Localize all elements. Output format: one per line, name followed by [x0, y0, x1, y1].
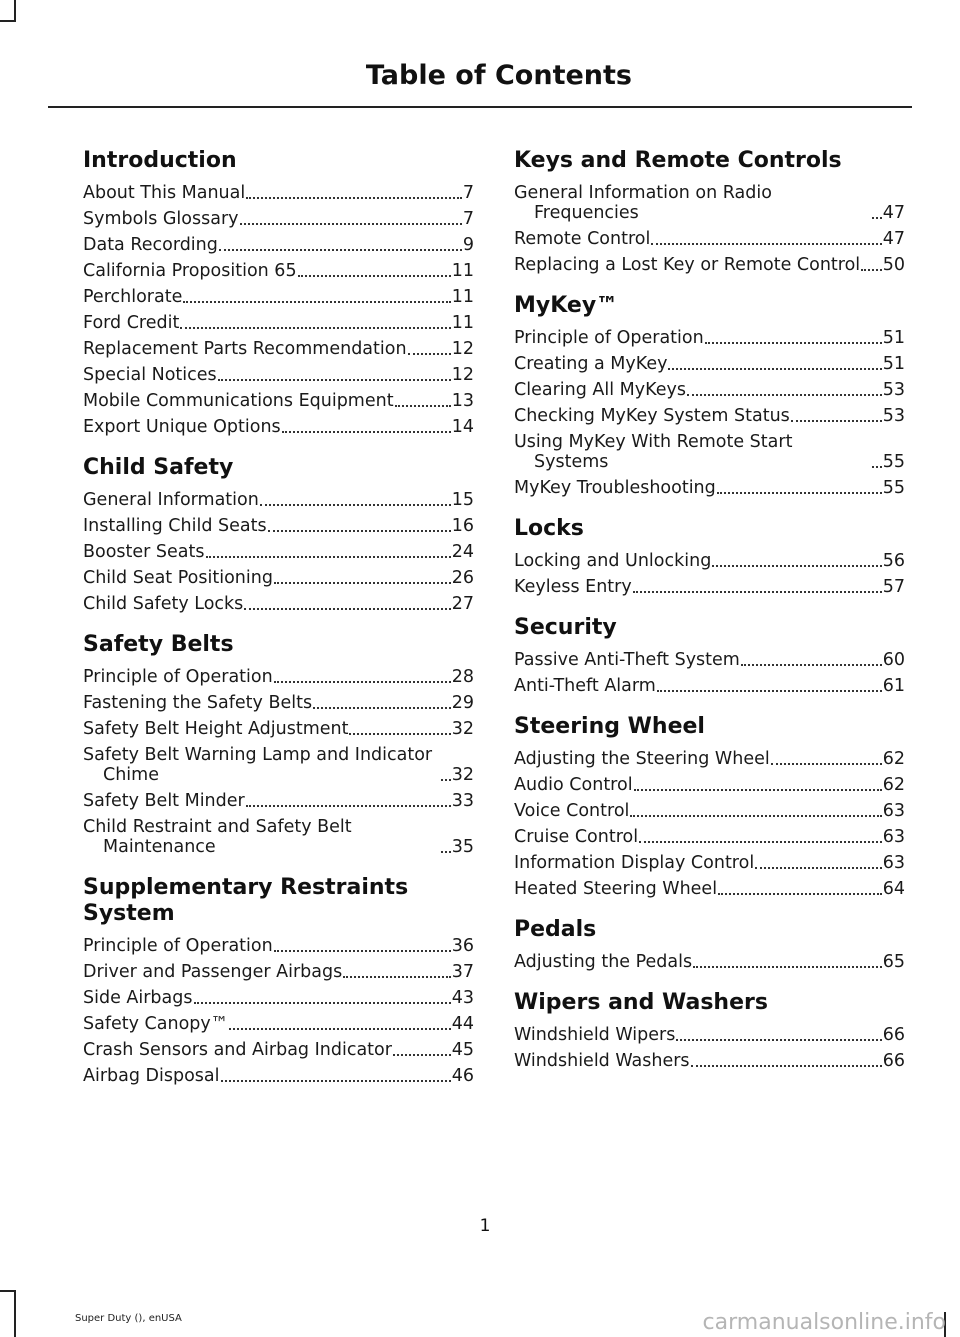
toc-entry-page: 32 [451, 719, 474, 739]
toc-entry[interactable] [83, 791, 474, 811]
dot-leader [274, 680, 451, 683]
toc-entry-label: Booster Seats [83, 542, 205, 562]
toc-entry[interactable] [514, 478, 905, 498]
toc-section [514, 714, 905, 899]
dot-leader [633, 590, 882, 593]
toc-entry[interactable] [514, 749, 905, 769]
toc-entry-label: Safety Belt Warning Lamp and Indicator Chime [83, 745, 433, 785]
toc-entry-label: Data Recording [83, 235, 218, 255]
dot-leader [343, 975, 451, 978]
dot-leader [630, 814, 881, 817]
toc-entry-label: Safety Canopy™ [83, 1014, 229, 1034]
toc-entry-page: 33 [451, 791, 474, 811]
toc-entry-page: 62 [882, 775, 905, 795]
toc-entry[interactable] [514, 827, 905, 847]
toc-entry[interactable] [83, 287, 474, 307]
toc-entry-label: Creating a MyKey [514, 354, 668, 374]
toc-entry-page: 35 [451, 837, 474, 857]
toc-entry-page: 61 [882, 676, 905, 696]
toc-entry-page: 65 [882, 952, 905, 972]
toc-entry-label: Ford Credit [83, 313, 180, 333]
toc-entry-label: Crash Sensors and Airbag Indicator [83, 1040, 392, 1060]
toc-entry-page: 63 [882, 853, 905, 873]
dot-leader [639, 840, 882, 843]
toc-entry[interactable] [83, 1040, 474, 1060]
dot-leader [755, 866, 882, 869]
toc-entry-page: 53 [882, 380, 905, 400]
page-title: Table of Contents [365, 60, 632, 91]
toc-entry[interactable] [514, 676, 905, 696]
toc-entry[interactable] [83, 209, 474, 229]
toc-entry[interactable] [514, 577, 905, 597]
dot-leader [274, 949, 451, 952]
header-rule [48, 106, 912, 108]
toc-entry-page: 62 [882, 749, 905, 769]
dot-leader [657, 689, 882, 692]
section-title: Pedals [514, 917, 597, 942]
toc-section [514, 516, 905, 597]
toc-entry[interactable] [83, 817, 474, 857]
dot-leader [718, 892, 882, 895]
dot-leader [441, 778, 451, 781]
toc-entry[interactable] [514, 551, 905, 571]
dot-leader [395, 404, 451, 407]
dot-leader [687, 393, 882, 396]
dot-leader [246, 804, 451, 807]
section-title: Locks [514, 516, 584, 541]
toc-entry-label: Installing Child Seats [83, 516, 267, 536]
toc-entry-page: 46 [451, 1066, 474, 1086]
toc-entry-label: Special Notices [83, 365, 217, 385]
dot-leader [872, 216, 882, 219]
dot-leader [218, 378, 451, 381]
toc-section [514, 615, 905, 696]
toc-entry-page: 26 [451, 568, 474, 588]
toc-entry-label: Export Unique Options [83, 417, 281, 437]
toc-entry-label: Side Airbags [83, 988, 193, 1008]
toc-entry-page: 37 [451, 962, 474, 982]
section-title: MyKey™ [514, 293, 619, 318]
toc-entry-label: Anti-Theft Alarm [514, 676, 656, 696]
toc-entry[interactable] [514, 879, 905, 899]
toc-entry-label: Principle of Operation [83, 936, 273, 956]
toc-entry-label: Checking MyKey System Status [514, 406, 790, 426]
dot-leader [693, 965, 882, 968]
toc-entry-page: 16 [451, 516, 474, 536]
toc-entry[interactable] [83, 313, 474, 333]
toc-left-column [83, 148, 474, 1104]
toc-entry[interactable] [514, 406, 905, 426]
dot-leader [676, 1038, 881, 1041]
section-title: Safety Belts [83, 632, 234, 657]
toc-entry[interactable] [83, 667, 474, 687]
toc-entry[interactable] [83, 365, 474, 385]
dot-leader [771, 762, 882, 765]
toc-entry-page: 7 [462, 183, 474, 203]
toc-entry[interactable] [83, 568, 474, 588]
toc-entry-label: Information Display Control [514, 853, 755, 873]
toc-entry[interactable] [83, 594, 474, 614]
section-title: Supplementary Restraints System [83, 875, 409, 926]
toc-entry-label: Keyless Entry [514, 577, 632, 597]
toc-entry-label: Safety Belt Minder [83, 791, 245, 811]
toc-entry-page: 47 [882, 229, 905, 249]
toc-entry-page: 44 [451, 1014, 474, 1034]
watermark-logo: carmanualsonline.info [702, 1310, 946, 1335]
toc-entry-label: Replacing a Lost Key or Remote Control [514, 255, 861, 275]
toc-entry-label: Symbols Glossary [83, 209, 239, 229]
dot-leader [282, 430, 451, 433]
toc-entry-page: 60 [882, 650, 905, 670]
toc-entry-page: 15 [451, 490, 474, 510]
dot-leader [274, 581, 451, 584]
toc-section [514, 917, 905, 972]
dot-leader [872, 465, 882, 468]
dot-leader [651, 242, 881, 245]
toc-entry-label: Windshield Wipers [514, 1025, 676, 1045]
page-number: 1 [479, 1216, 491, 1236]
toc-entry-page: 45 [451, 1040, 474, 1060]
toc-entry-label: Mobile Communications Equipment [83, 391, 394, 411]
toc-entry-label: General Information [83, 490, 259, 510]
toc-entry[interactable] [83, 1014, 474, 1034]
toc-entry-page: 11 [451, 287, 474, 307]
crop-mark [0, 1290, 16, 1292]
section-title: Security [514, 615, 617, 640]
toc-entry-label: About This Manual [83, 183, 246, 203]
toc-entry[interactable] [514, 1051, 905, 1071]
toc-entry-label: Audio Control [514, 775, 633, 795]
dot-leader [741, 663, 882, 666]
toc-entry[interactable] [83, 490, 474, 510]
toc-entry-page: 11 [451, 313, 474, 333]
toc-entry[interactable] [514, 952, 905, 972]
dot-leader [393, 1053, 451, 1056]
toc-entry[interactable] [83, 417, 474, 437]
toc-entry-label: Airbag Disposal [83, 1066, 220, 1086]
toc-section [514, 990, 905, 1071]
toc-entry-label: Principle of Operation [514, 328, 704, 348]
dot-leader [705, 341, 882, 344]
dot-leader [194, 1001, 451, 1004]
toc-entry-page: 11 [451, 261, 474, 281]
toc-entry-page: 32 [451, 765, 474, 785]
toc-section [83, 875, 474, 1086]
dot-leader [712, 564, 881, 567]
toc-entry-label: Replacement Parts Recommendation [83, 339, 407, 359]
toc-entry-page: 56 [882, 551, 905, 571]
toc-section [83, 148, 474, 437]
dot-leader [246, 196, 462, 199]
dot-leader [408, 352, 451, 355]
toc-entry-label: Adjusting the Pedals [514, 952, 693, 972]
toc-entry-label: Child Safety Locks [83, 594, 244, 614]
dot-leader [717, 491, 882, 494]
toc-entry-page: 7 [462, 209, 474, 229]
dot-leader [180, 326, 450, 329]
toc-entry-page: 50 [882, 255, 905, 275]
toc-entry-page: 57 [882, 577, 905, 597]
section-title: Steering Wheel [514, 714, 705, 739]
toc-entry[interactable] [83, 719, 474, 739]
toc-entry[interactable] [83, 183, 474, 203]
toc-entry[interactable] [83, 1066, 474, 1086]
dot-leader [229, 1027, 450, 1030]
toc-entry[interactable] [83, 745, 474, 785]
toc-entry[interactable] [514, 853, 905, 873]
dot-leader [298, 274, 451, 277]
toc-entry-page: 28 [451, 667, 474, 687]
toc-entry[interactable] [514, 328, 905, 348]
crop-mark [0, 20, 16, 22]
toc-entry-page: 12 [451, 365, 474, 385]
toc-entry[interactable] [83, 936, 474, 956]
toc-entry[interactable] [514, 650, 905, 670]
toc-entry-label: Remote Control [514, 229, 651, 249]
toc-entry-page: 55 [882, 478, 905, 498]
dot-leader [349, 732, 450, 735]
dot-leader [668, 367, 881, 370]
dot-leader [268, 529, 451, 532]
dot-leader [219, 248, 462, 251]
toc-entry-label: Using MyKey With Remote Start Systems [514, 432, 793, 472]
dot-leader [240, 222, 462, 225]
toc-entry[interactable] [83, 693, 474, 713]
toc-entry[interactable] [83, 391, 474, 411]
toc-entry-page: 24 [451, 542, 474, 562]
toc-entry-page: 36 [451, 936, 474, 956]
toc-entry-page: 63 [882, 801, 905, 821]
toc-entry[interactable] [83, 542, 474, 562]
toc-entry-page: 51 [882, 328, 905, 348]
toc-entry[interactable] [514, 1025, 905, 1045]
toc-entry-page: 47 [882, 203, 905, 223]
toc-entry-page: 51 [882, 354, 905, 374]
dot-leader [183, 300, 450, 303]
crop-mark [14, 1290, 16, 1337]
toc-entry[interactable] [514, 183, 905, 223]
toc-entry[interactable] [514, 255, 905, 275]
dot-leader [244, 607, 450, 610]
toc-entry-label: Adjusting the Steering Wheel [514, 749, 770, 769]
toc-section [83, 632, 474, 857]
toc-section [514, 293, 905, 498]
toc-entry[interactable] [83, 235, 474, 255]
toc-entry-label: Locking and Unlocking [514, 551, 712, 571]
toc-entry-label: Safety Belt Height Adjustment [83, 719, 349, 739]
dot-leader [861, 268, 882, 271]
toc-entry-page: 29 [451, 693, 474, 713]
toc-section [514, 148, 905, 275]
toc-entry-label: General Information on Radio Frequencies [514, 183, 772, 223]
toc-entry-label: Driver and Passenger Airbags [83, 962, 343, 982]
toc-entry[interactable] [514, 801, 905, 821]
dot-leader [221, 1079, 451, 1082]
toc-entry[interactable] [514, 775, 905, 795]
toc-entry-label: Fastening the Safety Belts [83, 693, 313, 713]
toc-entry-page: 66 [882, 1025, 905, 1045]
edition-label: Super Duty (), enUSA [75, 1313, 182, 1324]
toc-entry-label: Clearing All MyKeys [514, 380, 686, 400]
toc-entry-label: Perchlorate [83, 287, 183, 307]
toc-entry-page: 14 [451, 417, 474, 437]
toc-entry-page: 66 [882, 1051, 905, 1071]
dot-leader [634, 788, 882, 791]
toc-section [83, 455, 474, 614]
toc-entry-label: Principle of Operation [83, 667, 273, 687]
toc-entry-page: 55 [882, 452, 905, 472]
toc-entry[interactable] [514, 432, 905, 472]
toc-entry-label: Child Restraint and Safety Belt Maintenance [83, 817, 352, 857]
section-title: Child Safety [83, 455, 234, 480]
dot-leader [791, 419, 882, 422]
dot-leader [691, 1064, 882, 1067]
section-title: Introduction [83, 148, 237, 173]
crop-mark [14, 0, 16, 22]
toc-entry-page: 64 [882, 879, 905, 899]
toc-entry-page: 13 [451, 391, 474, 411]
toc-entry-label: Windshield Washers [514, 1051, 690, 1071]
section-title: Wipers and Washers [514, 990, 768, 1015]
toc-entry[interactable] [83, 962, 474, 982]
toc-entry-page: 9 [462, 235, 474, 255]
toc-entry[interactable] [83, 261, 474, 281]
toc-entry-label: MyKey Troubleshooting [514, 478, 716, 498]
toc-entry-label: Cruise Control [514, 827, 639, 847]
toc-entry[interactable] [83, 516, 474, 536]
toc-entry-page: 53 [882, 406, 905, 426]
toc-entry-label: Passive Anti-Theft System [514, 650, 740, 670]
toc-entry-page: 27 [451, 594, 474, 614]
toc-entry-label: California Proposition 65 [83, 261, 297, 281]
dot-leader [206, 555, 451, 558]
dot-leader [260, 503, 451, 506]
toc-entry-label: Child Seat Positioning [83, 568, 273, 588]
toc-entry-page: 12 [451, 339, 474, 359]
toc-entry[interactable] [514, 380, 905, 400]
toc-entry-label: Voice Control [514, 801, 630, 821]
dot-leader [441, 850, 451, 853]
toc-entry-label: Heated Steering Wheel [514, 879, 718, 899]
toc-entry[interactable] [83, 988, 474, 1008]
toc-right-column [514, 148, 905, 1089]
toc-entry[interactable] [514, 229, 905, 249]
toc-entry[interactable] [83, 339, 474, 359]
section-title: Keys and Remote Controls [514, 148, 842, 173]
dot-leader [313, 706, 451, 709]
toc-entry-page: 63 [882, 827, 905, 847]
toc-entry[interactable] [514, 354, 905, 374]
toc-entry-page: 43 [451, 988, 474, 1008]
